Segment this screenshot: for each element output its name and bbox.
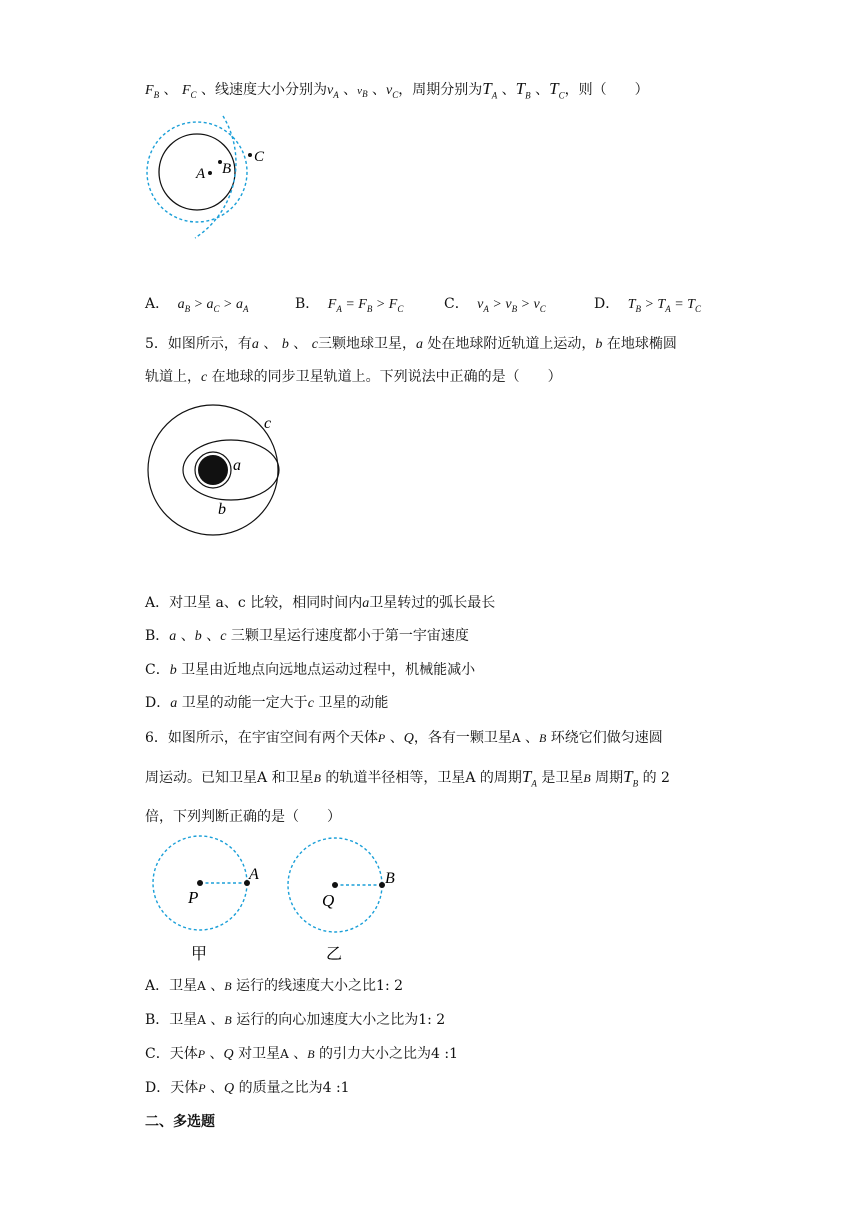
q4-option-a[interactable]: A． $a_B > a_C > a_A$: [145, 296, 249, 314]
body-p-dot: [197, 880, 203, 886]
q5-stem-line2: 轨道上，c 在地球的同步卫星轨道上。下列说法中正确的是（ ）: [145, 369, 562, 385]
label-b: B: [385, 870, 395, 887]
label-a: a: [233, 457, 241, 474]
label-c: c: [264, 415, 272, 432]
label-a: A: [249, 866, 259, 883]
q5-option-d[interactable]: D．a 卫星的动能一定大于c 卫星的动能: [145, 695, 389, 711]
label-c: C: [254, 149, 265, 165]
point-c-dot: [248, 153, 252, 157]
q5-orbit-figure: [145, 400, 295, 540]
q4-option-d[interactable]: D． $T_B > T_A = T_C$: [594, 296, 701, 314]
earth-disc: [198, 455, 228, 485]
point-a-dot: [208, 171, 212, 175]
q5-stem-line1: 5．如图所示，有a 、 b 、 c三颗地球卫星，a 处在地球附近轨道上运动，b 在地球椭圆: [145, 336, 677, 352]
q4-intro-line: $F_B$ 、 $F_C$ 、线速度大小分别为$v_A$ 、$v_B$ 、$v_C$，周期分别为$T_A$ 、$T_B$ 、$T_C$，则（ ）: [145, 79, 649, 101]
label-p: P: [188, 888, 199, 907]
q5-option-a[interactable]: A．对卫星 a、c 比较，相同时间内a卫星转过的弧长最长: [145, 595, 496, 611]
body-q-dot: [332, 882, 338, 888]
q6-option-b[interactable]: B．卫星A 、B 运行的向心加速度大小之比为1: 2: [145, 1012, 446, 1028]
q6-stem-line2: 周运动。已知卫星A 和卫星B 的轨道半径相等，卫星A 的周期$T_A$ 是卫星B 周期$T_B$ 的 2: [145, 767, 670, 789]
q6-figure-yi: [285, 833, 415, 968]
q4-orbit-figure: [140, 110, 290, 245]
q5-option-b[interactable]: B．a 、b 、c 三颗卫星运行速度都小于第一宇宙速度: [145, 628, 469, 644]
q6-stem-line1: 6．如图所示，在宇宙空间有两个天体P 、Q，各有一颗卫星A 、B 环绕它们做匀速圆: [145, 730, 663, 746]
label-b: B: [222, 161, 232, 177]
q6-option-d[interactable]: D．天体P 、Q 的质量之比为4 :1: [145, 1080, 350, 1096]
q6-option-c[interactable]: C．天体P 、Q 对卫星A 、B 的引力大小之比为4 :1: [145, 1046, 458, 1062]
q6-stem-line3: 倍，下列判断正确的是（ ）: [145, 809, 341, 825]
label-yi: 乙: [326, 946, 343, 963]
label-q: Q: [322, 891, 335, 910]
label-b: b: [218, 501, 226, 518]
section-heading-multiple-choice: 二、多选题: [145, 1114, 215, 1130]
q6-figure-jia: [145, 833, 275, 968]
q4-option-c[interactable]: C． $v_A > v_B > v_C$: [444, 296, 546, 314]
q5-option-c[interactable]: C．b 卫星由近地点向远地点运动过程中，机械能减小: [145, 662, 476, 678]
q6-option-a[interactable]: A．卫星A 、B 运行的线速度大小之比1: 2: [145, 978, 404, 994]
q4-option-b[interactable]: B． $F_A = F_B > F_C$: [295, 296, 404, 314]
label-jia: 甲: [191, 946, 208, 963]
label-a: A: [196, 166, 206, 182]
